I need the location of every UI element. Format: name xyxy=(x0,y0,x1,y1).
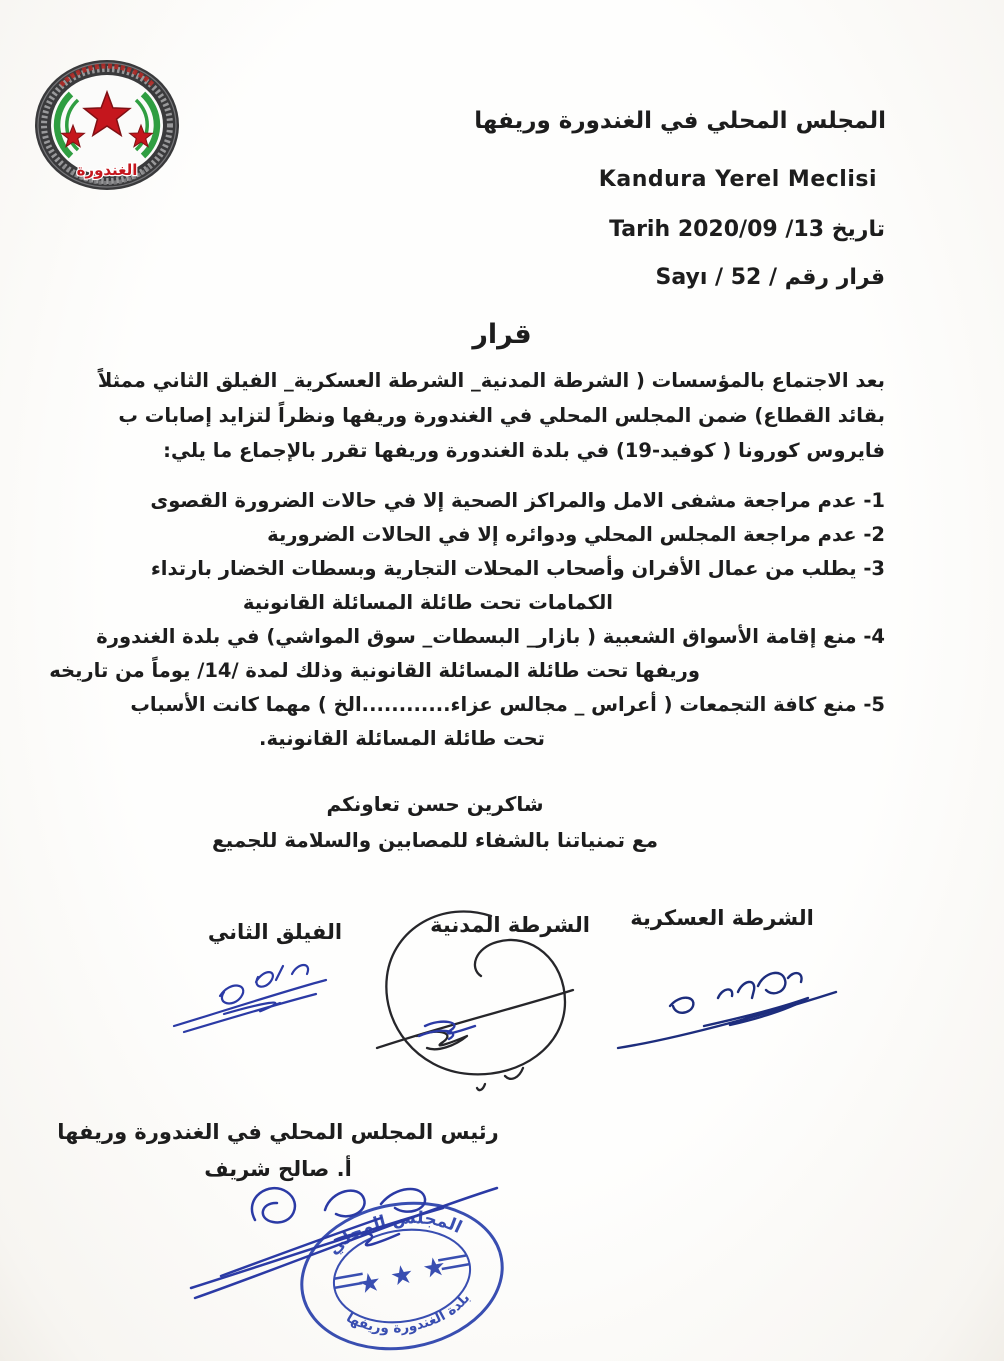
signatory-label-civil-police: الشرطة المدنية xyxy=(430,913,590,937)
decision-item-5-continued: تحت طائلة المسائلة القانونية. xyxy=(259,727,545,750)
star-icon: ★ xyxy=(355,1267,384,1301)
footer-president-name: أ. صالح شريف xyxy=(204,1157,352,1181)
closing-line: شاكرين حسن تعاونكم xyxy=(326,792,544,816)
intro-paragraph xyxy=(98,363,885,468)
decision-item-4: 4- منع إقامة الأسواق الشعبية ( بازار_ البسطات_ سوق المواشي) في بلدة الغندورة xyxy=(96,625,885,648)
signature-civil-police xyxy=(373,898,578,1093)
closing-line: مع تمنياتنا بالشفاء للمصابين والسلامة للجميع xyxy=(212,828,658,852)
decision-item-5: 5- منع كافة التجمعات ( أعراس _ مجالس عزاء............الخ ) مهما كانت الأسباب xyxy=(130,693,885,716)
stamp-bottom-text: بلدة الغندورة وريفها xyxy=(343,1290,474,1337)
decision-item-3: 3- يطلب من عمال الأفران وأصحاب المحلات التجارية وبسطات الخضار بارتداء xyxy=(150,557,885,580)
decision-title: قرار xyxy=(472,319,532,350)
stamp-top-text: المجلس المحلي xyxy=(324,1207,465,1259)
intro-line: بعد الاجتماع بالمؤسسات ( الشرطة المدنية_ الشرطة العسكرية_ الفيلق الثاني ممثلاً xyxy=(97,369,885,392)
decision-item-1: 1- عدم مراجعة مشفى الامل والمراكز الصحية إلا في حالات الضرورة القصوى xyxy=(150,489,885,512)
footer-president-role: رئيس المجلس المحلي في الغندورة وريفها xyxy=(57,1120,499,1144)
closing-block xyxy=(145,786,725,858)
header-date-line: تاريخ 13/ 2020/09 Tarih xyxy=(609,217,885,242)
decision-item-2: 2- عدم مراجعة المجلس المحلي ودوائره إلا في الحالات الضرورية xyxy=(267,523,885,546)
signatory-label-military-police: الشرطة العسكرية xyxy=(630,906,814,930)
signatory-label-second-legion: الفيلق الثاني xyxy=(207,920,343,944)
signature-military-police xyxy=(612,946,842,1056)
council-logo xyxy=(33,58,181,192)
decision-item-4-continued: وريفها تحت طائلة المسائلة القانونية وذلك لمدة /14/ يوماً من تاريخه xyxy=(49,659,700,682)
intro-line: فايروس كورونا ( كوفيد-19) في بلدة الغندورة وريفها تقرر بالإجماع ما يلي: xyxy=(163,439,885,462)
intro-line: بقائد القطاع) ضمن المجلس المحلي في الغندورة وريفها ونظراً لتزايد إصابات ب xyxy=(118,404,885,427)
decision-items-list xyxy=(49,484,885,756)
signature-president xyxy=(183,1174,503,1304)
star-icon: ★ xyxy=(420,1251,449,1286)
header-org-name-arabic: المجلس المحلي في الغندورة وريفها xyxy=(474,108,886,134)
logo-town-name: الغندورة xyxy=(76,161,138,179)
star-icon: ★ xyxy=(387,1259,417,1293)
signature-second-legion xyxy=(166,950,336,1035)
decision-item-3-continued: الكمامات تحت طائلة المسائلة القانونية xyxy=(242,591,613,614)
header-decision-number-line: قرار رقم / 52 / Sayı xyxy=(655,265,885,290)
header-org-name-turkish: Kandura Yerel Meclisi xyxy=(598,167,877,192)
